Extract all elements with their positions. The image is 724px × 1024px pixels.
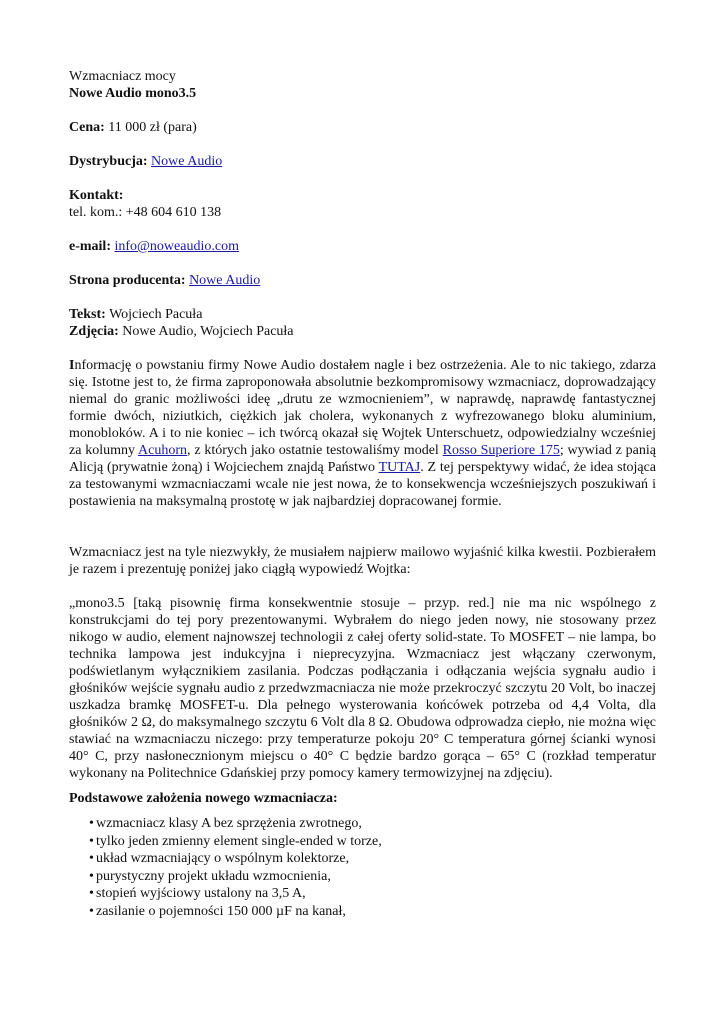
assumptions-list (69, 815, 656, 920)
bullet-icon: • (89, 816, 94, 831)
bullet-icon: • (89, 903, 94, 919)
producer-label: Strona producenta: (69, 273, 186, 288)
bullet-icon: • (89, 833, 94, 849)
author-line (69, 306, 656, 323)
price-label: Cena: (69, 120, 105, 135)
photos-value: Nowe Audio, Wojciech Pacuła (122, 324, 294, 339)
drop-cap: I (69, 358, 75, 373)
distribution-line (69, 153, 656, 170)
contact-label: Kontakt: (69, 188, 124, 203)
list-item: • purystyczny projekt układu wzmocnienia, (89, 868, 331, 884)
photos-label: Zdjęcia: (69, 324, 119, 339)
bullet-icon: • (89, 886, 94, 901)
photos-line (69, 323, 656, 340)
producer-line (69, 272, 656, 289)
second-paragraph: Wzmacniacz jest na tyle niezwykły, że musiałem najpierw mailowo wyjaśnić kilka kwestii. Pozbierałem je razem i prezentuję poniżej jako ciągłą wypowiedź Wojtka: (69, 545, 656, 577)
tutaj-link[interactable]: TUTAJ (378, 460, 421, 475)
producer-link[interactable]: Nowe Audio (189, 273, 261, 288)
list-item: • wzmacniacz klasy A bez sprzężenia zwrotnego, (89, 816, 362, 831)
bullet-icon: • (89, 851, 94, 866)
list-item: • układ wzmacniający o wspólnym kolektorze, (89, 851, 350, 866)
email-link[interactable]: info@noweaudio.com (114, 239, 239, 254)
distribution-link[interactable]: Nowe Audio (151, 154, 223, 169)
email-label: e-mail: (69, 239, 111, 254)
price-value: 11 000 zł (para) (108, 120, 197, 135)
quote-paragraph: „mono3.5 [taką pisownię firma konsekwentnie stosuje – przyp. red.] nie ma nic wspólnego z konstrukcjami do tej pory prezentowanymi. Wybrałem do niego jeden nowy, nie stosowany przez nikogo w audio, element najnowszej technologii z całej oferty solid-state. To MOSFET – nie lampa, bo technika lampowa jest indukcyjna i nieprecyzyjna. Wzmacniacz jest włączany czerwonym, podświetlanym wyłącznikiem zasilania. Podczas podłączania i odłączania wejścia sygnału audio i głośników wejście sygnału audio z przedwzmacniacza nie może przekroczyć szczytu 20 Volt, bo inaczej uszkadza bramkę MOSFET-u. Dla pełnego wysterowania końcówek potrzeba od 4,4 Volta, dla głośników 2 Ω, do maksymalnego szczytu 6 Volt dla 8 Ω. Obudowa odprowadza ciepło, nie można więc stawiać na wzmacniaczu niczego: przy temperaturze pokoju 20° C temperatura górnej ścianki wynosi 40° C, przy nasłonecznionym miejscu o 40° C będzie bardzo gorąca – 65° C (rozkład temperatur wykonany na Politechnice Gdańskiej przy pomocy kamery termowizyjnej na zdjęciu). (69, 596, 656, 781)
category-line: Wzmacniacz mocy (69, 69, 176, 84)
product-title: Nowe Audio mono3.5 (69, 86, 197, 101)
contact-phone: tel. kom.: +48 604 610 138 (69, 205, 222, 220)
price-line (69, 119, 656, 136)
bullet-icon: • (89, 868, 94, 884)
list-item: • zasilanie o pojemności 150 000 µF na kanał, (89, 903, 346, 919)
rosso-superiore-link[interactable]: Rosso Superiore 175 (442, 443, 560, 458)
author-label: Tekst: (69, 307, 106, 322)
intro-paragraph: Informację o powstaniu firmy Nowe Audio dostałem nagle i bez ostrzeżenia. Ale to nic takiego, zdarza się. Istotne jest to, że firma zaproponowała absolutnie bezkompromisowy wzmacniacz, doprowadzający niemal do granic możliwości ideę „drutu ze wzmocnieniem”, w naprawdę, naprawdę fantastycznej formie dwóch, niziutkich, ciężkich jak cholera, wykonanych z wyfrezowanego bloku aluminium, monobloków. A i to nie koniec – ich twórcą okazał się Wojtek Unterschuetz, odpowiedzialny wcześniej za kolumny Acuhorn, z których jako ostatnie testowaliśmy model Rosso Superiore 175; wywiad z panią Alicją (prywatnie żoną) i Wojciechem znajdą Państwo TUTAJ. Z tej perspektywy widać, że idea stojąca za testowanymi wzmacniaczami wcale nie jest nowa, że to konsekwencja wcześniejszych poszukiwań i postawienia na maksymalną prostotę w jak najbardziej dopracowanej formie. (69, 358, 657, 509)
author-value: Wojciech Pacuła (109, 307, 203, 322)
article-body (69, 68, 656, 920)
assumptions-heading: Podstawowe założenia nowego wzmacniacza: (69, 791, 338, 806)
email-line (69, 238, 656, 255)
list-item: • stopień wyjściowy ustalony na 3,5 A, (89, 886, 306, 901)
acuhorn-link[interactable]: Acuhorn (138, 443, 188, 458)
distribution-label: Dystrybucja: (69, 154, 148, 169)
list-item: • tylko jeden zmienny element single-ended w torze, (89, 833, 382, 849)
